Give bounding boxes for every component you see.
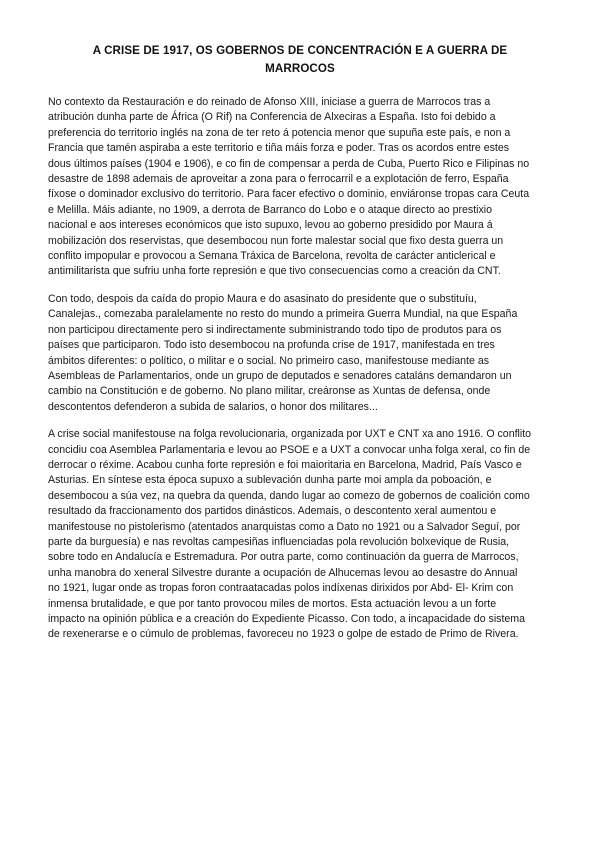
paragraph-crise-social: A crise social manifestouse na folga revolucionaria, organizada por UXT e CNT xa ano 1916. O conflito concidiu coa Asemblea Parlamentaria e levou ao PSOE e a UXT a convocar unha folga xeral, co fin de derrocar o réxime. Acabou cunha forte represión e foi maioritaria en Barcelona, Madrid, País Vasco e Asturias. En síntese esta época supuxo a sublevación dunha parte moi ampla da poboación, e desembocou a súa vez, na quebra da quenda, dando lugar ao comezo de gobernos de coalición como resultado da fraccionamento dos partidos dinásticos. Ademais, o descontento xeral aumentou e manifestouse no pistolerismo (atentados anarquistas como a Dato no 1921 ou a Salvador Seguí, por parte da burguesía) e nas revoltas campesiñas influenciadas pola revolución bolxevique de Rusia, sobre todo en Andalucía e Estremadura. Por outra parte, como continuación da guerra de Marrocos, unha manobra do xeneral Silvestre durante a ocupación de Alhucemas levou ao desastre do Annual no 1921, lugar onde as tropas foron contraatacadas polos indíxenas dirixidos por Abd- El- Krim con inmensa brutalidade, e que por tanto provocou miles de mortos. Esta actuación levou a un forte impacto na opinión pública e a creación do Expediente Picasso. Con todo, a incapacidade do sistema de rexenerarse e o cúmulo de problemas, favoreceu no 1923 o golpe de estado de Primo de Rivera. — [48, 428, 532, 641]
page-title: A CRISE DE 1917, OS GOBERNOS DE CONCENTRACIÓN E A GUERRA DE MARROCOS — [92, 44, 508, 75]
paragraph-restauracion-marrocos: No contexto da Restauración e do reinado de Afonso XIII, iniciase a guerra de Marrocos tras a atribución dunha parte de África (O Rif) na Conferencia de Alxeciras a España. Isto foi debido a preferencia do territorio inglés na zona de ter reto á potencia menor que supuña este país, e non a Francia que tamén aspiraba a este territorio e tiña máis forza e poder. Tras os acordos entre estes dous últimos países (1904 e 1906), e co fin de compensar a perda de Cuba, Puerto Rico e Filipinas no desastre de 1898 ademais de aproveitar a zona para o ferrocarril e a explotación de ferro, España fíxose o dominador exclusivo do territorio. Para facer efectivo o dominio, enviáronse tropas cara Ceuta e Melilla. Máis adiante, no 1909, a derrota de Barranco do Lobo e o ataque directo ao prestixio nacional e aos intereses económicos que isto supuxo, levou ao goberno presidido por Maura á mobilización dos reservistas, que desembocou nun forte malestar social que fixo desta guerra un conflito impopular e provocou a Semana Tráxica de Barcelona, revolta de carácter anticlerical e antimilitarista que sufriu unha forte represión e que tivo consecuencias como a creación da CNT. — [48, 96, 530, 278]
paragraph-crise-1917: Con todo, despois da caída do propio Maura e do asasinato do presidente que o substituíu, Canalejas., comezaba paralelamente no resto do mundo a primeira Guerra Mundial, na que España non participou directamente pero si indirectamente subministrando todo tipo de produtos para os países que participaron. Todo isto desembocou na profunda crise de 1917, manifestada en tres ámbitos diferentes: o político, o militar e o social. No primeiro caso, manifestouse mediante as Asembleas de Parlamentarios, onde un grupo de deputados e senadores cataláns demandaron un cambio na Constitución e de goberno. No plano militar, creáronse as Xuntas de defensa, onde descontentos defenderon a subida de salarios, o honor dos militares... — [48, 292, 518, 413]
document-body — [48, 95, 532, 655]
